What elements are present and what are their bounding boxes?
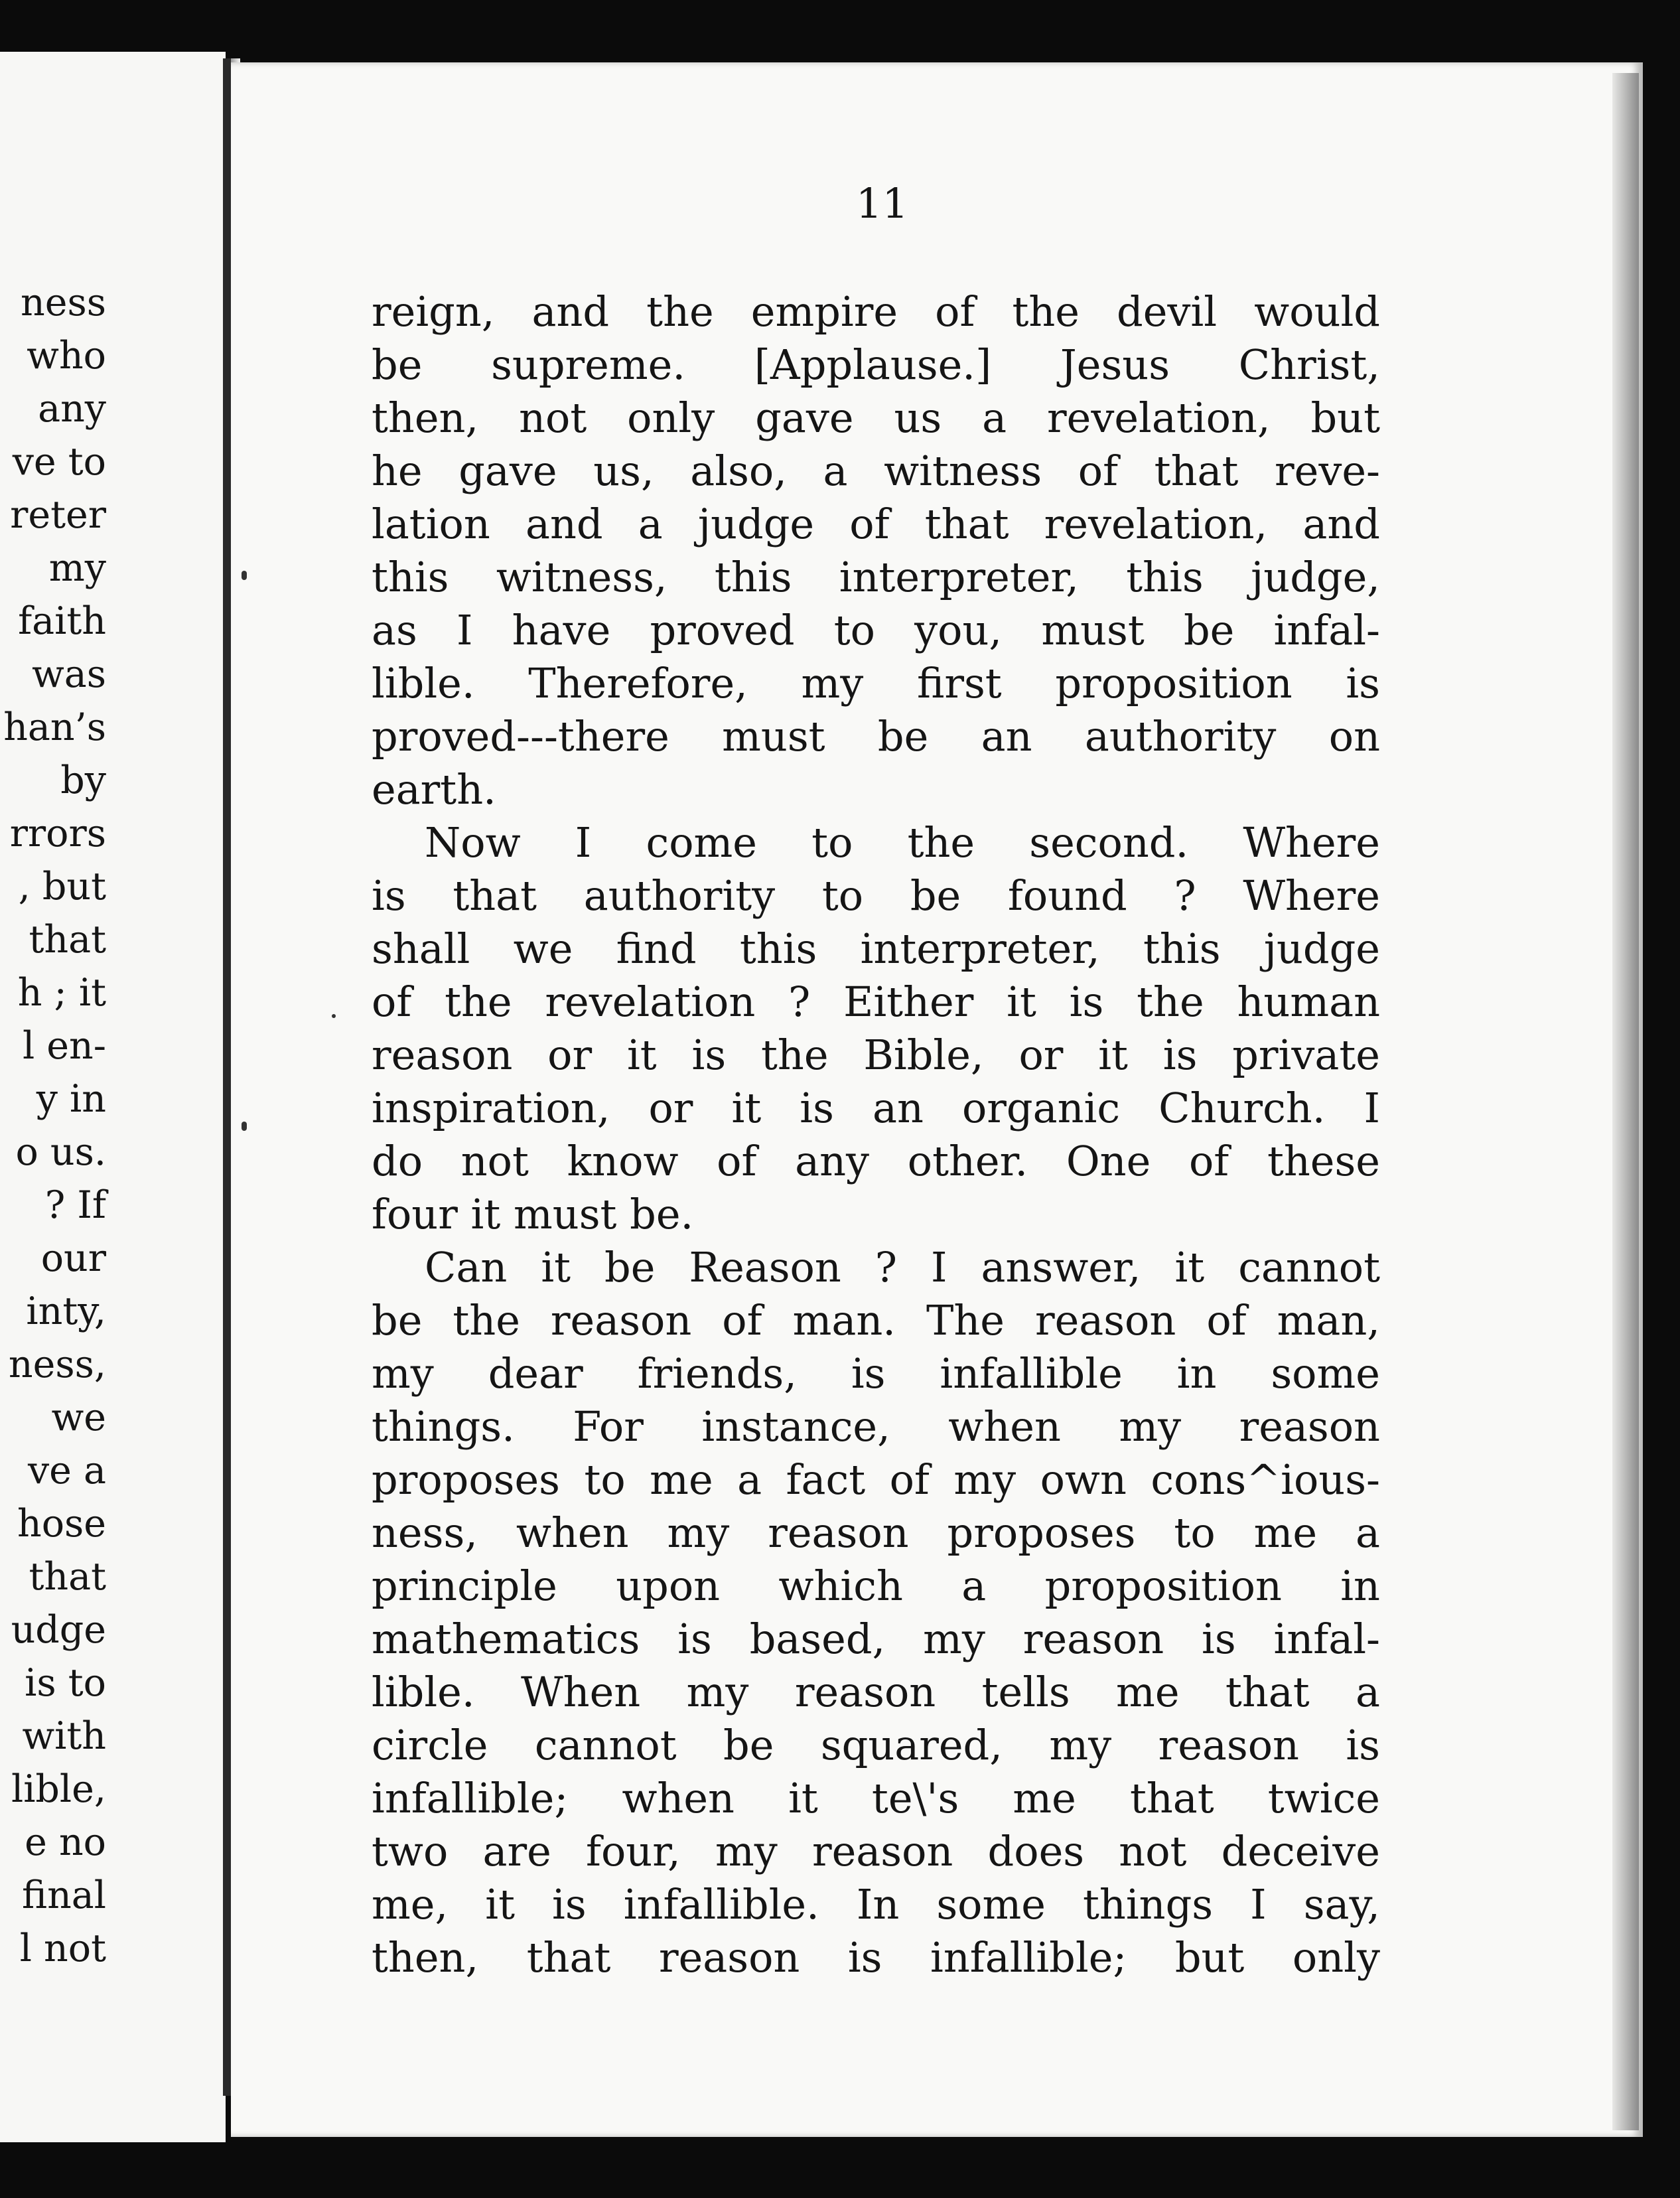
text-line: four it must be. bbox=[372, 1190, 694, 1238]
previous-page-line: h ; it bbox=[17, 971, 106, 1015]
text-line: then, that reason is infallible; but only bbox=[372, 1933, 1380, 1982]
text-line: principle upon which a proposition in bbox=[372, 1562, 1380, 1610]
previous-page-line: that bbox=[29, 1555, 106, 1599]
page-edge-shadow bbox=[1612, 73, 1639, 2130]
text-line: lible. When my reason tells me that a bbox=[372, 1668, 1380, 1716]
previous-page-line: y in bbox=[36, 1077, 106, 1121]
text-line: lible. Therefore, my first proposition is bbox=[372, 659, 1380, 707]
text-line: me, it is infallible. In some things I say, bbox=[372, 1880, 1380, 1929]
previous-page-line: with bbox=[22, 1714, 106, 1758]
binding-mark bbox=[242, 571, 247, 580]
previous-page-line: udge bbox=[11, 1608, 106, 1652]
previous-page-line: ve a bbox=[27, 1449, 106, 1493]
speck bbox=[332, 1014, 336, 1018]
previous-page-line: any bbox=[38, 387, 106, 431]
previous-page-line: my bbox=[48, 546, 106, 590]
text-line: infallible; when it te\'s me that twice bbox=[372, 1774, 1380, 1822]
text-line: my dear friends, is infallible in some bbox=[372, 1349, 1380, 1398]
previous-page-line: inty, bbox=[26, 1289, 106, 1333]
text-line: he gave us, also, a witness of that reve- bbox=[372, 447, 1380, 495]
text-line: proposes to me a fact of my own cons^ious- bbox=[372, 1455, 1380, 1504]
text-line: ness, when my reason proposes to me a bbox=[372, 1508, 1380, 1557]
text-line: two are four, my reason does not deceive bbox=[372, 1827, 1380, 1875]
text-line: reason or it is the Bible, or it is private bbox=[372, 1031, 1380, 1079]
text-line: as I have proved to you, must be infal- bbox=[372, 606, 1380, 654]
text-line: reign, and the empire of the devil would bbox=[372, 287, 1380, 336]
previous-page-line: by bbox=[60, 759, 106, 802]
previous-page-line: l en- bbox=[22, 1024, 106, 1068]
previous-page-line: that bbox=[29, 918, 106, 962]
previous-page-text bbox=[0, 276, 106, 1975]
previous-page-line: ve to bbox=[12, 440, 106, 484]
page-number: 11 bbox=[856, 179, 908, 228]
previous-page-line: was bbox=[31, 652, 106, 696]
previous-page-line: lible, bbox=[11, 1767, 106, 1811]
previous-page-line: we bbox=[51, 1396, 106, 1439]
text-line: circle cannot be squared, my reason is bbox=[372, 1721, 1380, 1769]
previous-page-line: is to bbox=[25, 1661, 106, 1705]
text-line: lation and a judge of that revelation, and bbox=[372, 500, 1380, 548]
previous-page-line: faith bbox=[18, 599, 106, 643]
previous-page-line: ness, bbox=[8, 1343, 106, 1386]
text-line: this witness, this interpreter, this judge, bbox=[372, 553, 1380, 601]
text-line: Now I come to the second. Where bbox=[425, 818, 1380, 867]
previous-page-line: l not bbox=[19, 1927, 106, 1970]
previous-page-line: ness bbox=[21, 281, 106, 325]
text-line: proved---there must be an authority on bbox=[372, 712, 1380, 761]
text-line: shall we find this interpreter, this judge bbox=[372, 924, 1380, 973]
previous-page-line: who bbox=[27, 334, 106, 378]
text-line: inspiration, or it is an organic Church. I bbox=[372, 1084, 1380, 1132]
book-spine bbox=[223, 58, 231, 2096]
page-body-text bbox=[372, 285, 1380, 1984]
previous-page-line: o us. bbox=[15, 1130, 106, 1174]
text-line: things. For instance, when my reason bbox=[372, 1402, 1380, 1451]
text-line: be the reason of man. The reason of man, bbox=[372, 1296, 1380, 1345]
previous-page-line: rrors bbox=[9, 812, 106, 855]
text-line: is that authority to be found ? Where bbox=[372, 871, 1380, 920]
text-line: mathematics is based, my reason is infal- bbox=[372, 1615, 1380, 1663]
previous-page-line: reter bbox=[10, 493, 106, 537]
text-line: Can it be Reason ? I answer, it cannot bbox=[425, 1243, 1380, 1291]
binding-mark bbox=[242, 1122, 247, 1131]
text-line: of the revelation ? Either it is the human bbox=[372, 978, 1380, 1026]
text-line: do not know of any other. One of these bbox=[372, 1137, 1380, 1185]
text-line: then, not only gave us a revelation, but bbox=[372, 394, 1380, 442]
previous-page-line: han’s bbox=[3, 705, 106, 749]
previous-page-line: hose bbox=[17, 1502, 106, 1546]
text-line: be supreme. [Applause.] Jesus Christ, bbox=[372, 340, 1380, 389]
previous-page-line: e no bbox=[25, 1820, 106, 1864]
previous-page-line: final bbox=[22, 1873, 106, 1917]
previous-page-line: our bbox=[40, 1236, 106, 1280]
previous-page-fragment bbox=[0, 52, 226, 2142]
previous-page-line: ? If bbox=[44, 1183, 106, 1227]
previous-page-line: , but bbox=[18, 865, 106, 909]
text-line: earth. bbox=[372, 765, 496, 814]
